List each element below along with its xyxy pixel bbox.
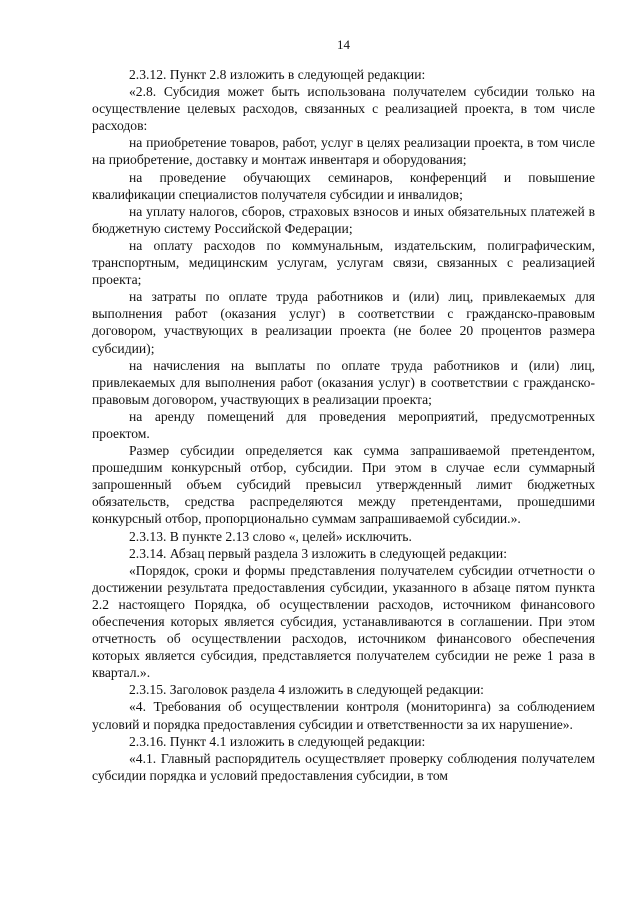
paragraph: на проведение обучающих семинаров, конференций и повышение квалификации специалистов получателя субсидии и инвалидов; bbox=[92, 169, 595, 202]
paragraph: 2.3.12. Пункт 2.8 изложить в следующей редакции: bbox=[129, 67, 426, 82]
paragraph: на приобретение товаров, работ, услуг в целях реализации проекта, в том числе на приобретение, доставку и монтаж инвентаря и оборудования; bbox=[92, 135, 595, 168]
paragraph: на оплату расходов по коммунальным, издательским, полиграфическим, транспортным, медицинским услугам, услугам связи, связанных с реализацией проекта; bbox=[92, 237, 595, 288]
paragraph: на начисления на выплаты по оплате труда работников и (или) лиц, привлекаемых для выполнения работ (оказания услуг) в соответствии с гражданско-правовым договором, участвующих в реализации проекта; bbox=[92, 357, 595, 407]
paragraph: 2.3.16. Пункт 4.1 изложить в следующей редакции: bbox=[129, 733, 426, 749]
paragraph: 2.3.13. В пункте 2.13 слово «, целей» исключить. bbox=[129, 528, 412, 544]
paragraph: на уплату налогов, сборов, страховых взносов и иных обязательных платежей в бюджетную систему Российской Федерации; bbox=[92, 203, 595, 236]
paragraph: 2.3.15. Заголовок раздела 4 изложить в следующей редакции: bbox=[129, 682, 484, 698]
paragraph: на затраты по оплате труда работников и (или) лиц, привлекаемых для выполнения работ (оказания услуг) в соответствии с гражданско-правовым договором, участвующих в реализации проекта (не более 20 процентов размера субсидии); bbox=[92, 289, 595, 356]
document-body bbox=[92, 66, 595, 784]
paragraph: на аренду помещений для проведения мероприятий, предусмотренных проектом. bbox=[92, 408, 595, 441]
paragraph: 2.3.14. Абзац первый раздела 3 изложить в следующей редакции: bbox=[129, 545, 507, 561]
paragraph: «Порядок, сроки и формы представления получателем субсидии отчетности о достижении результата предоставления субсидии, указанного в абзаце пятом пункта 2.2 настоящего Порядка, об осуществлении расходов, источником финансового обеспечения которых является субсидия, устанавливаются в соглашении. При этом отчетность об осуществлении расходов, источником финансового обеспечения которых является субсидия, представляется получателем субсидии не реже 1 раза в квартал.». bbox=[92, 562, 595, 681]
paragraph: «2.8. Субсидия может быть использована получателем субсидии только на осуществление целевых расходов, связанных с реализацией проекта, в том числе расходов: bbox=[92, 84, 595, 134]
paragraph: «4. Требования об осуществлении контроля (мониторинга) за соблюдением условий и порядка предоставления субсидии и ответственности за их нарушение». bbox=[92, 699, 595, 732]
paragraph: «4.1. Главный распорядитель осуществляет проверку соблюдения получателем субсидии порядка и условий предоставления субсидии, в том bbox=[92, 750, 595, 783]
paragraph: Размер субсидии определяется как сумма запрашиваемой претендентом, прошедшим конкурсный отбор, субсидии. При этом в случае если суммарный запрошенный объем субсидий превысил утвержденный лимит бюджетных обязательств, средства распределяются между претендентами, прошедшими конкурсный отбор, пропорционально суммам запрашиваемой субсидии.». bbox=[92, 443, 595, 527]
page-number: 14 bbox=[337, 37, 350, 52]
